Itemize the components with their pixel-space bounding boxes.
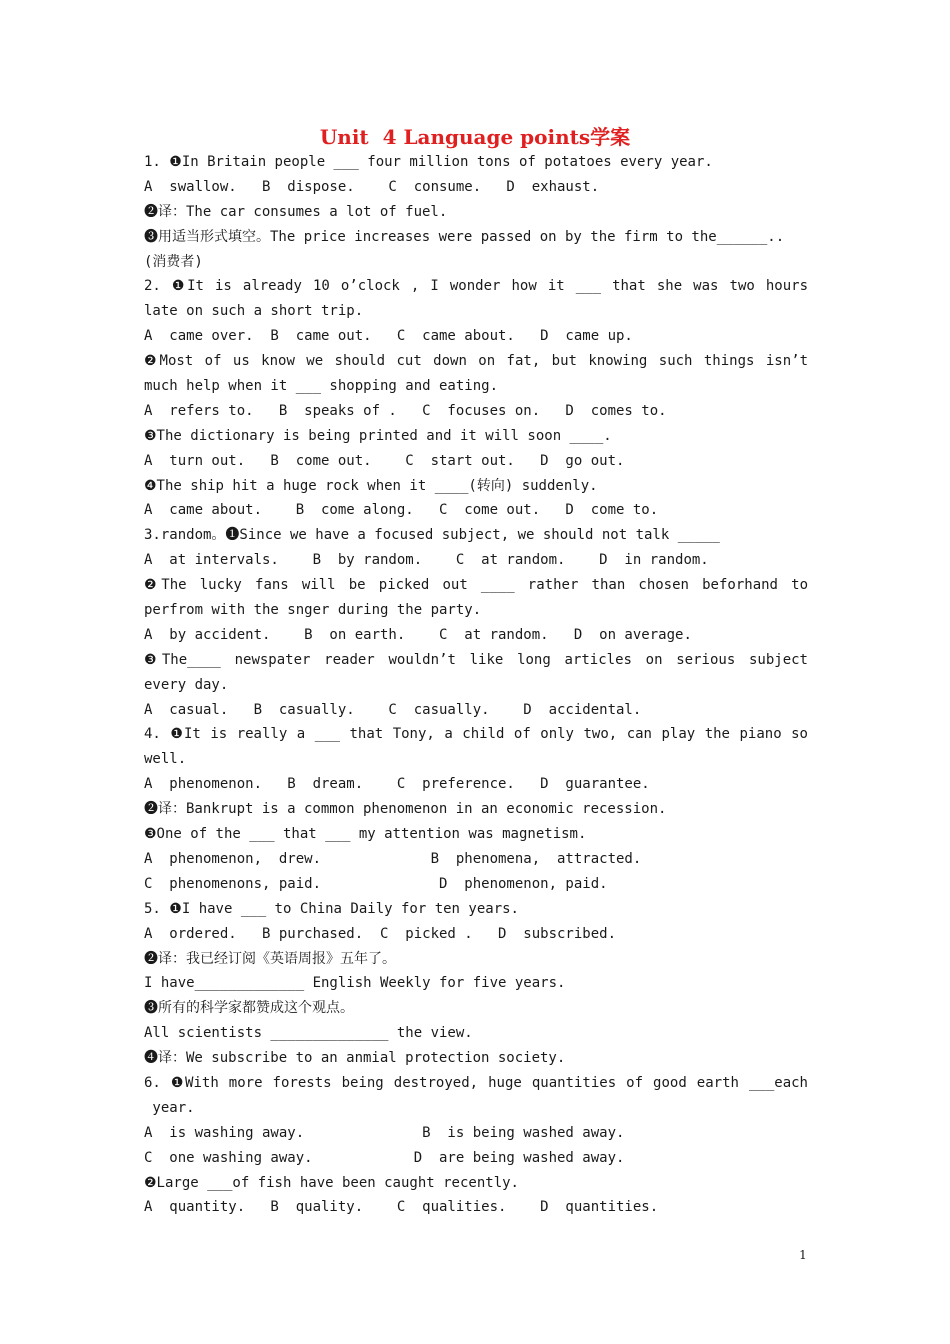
text-line: perfrom with the snger during the party. bbox=[144, 602, 482, 619]
text-line: A quantity. B quality. C qualities. D quantities. bbox=[144, 1199, 659, 1216]
text-line: C one washing away. D are being washed away. bbox=[144, 1149, 625, 1166]
document-body bbox=[144, 150, 808, 1220]
text-line: ❷译：The car consumes a lot of fuel. bbox=[144, 203, 448, 220]
text-line: ❸The____ newspater reader wouldn’t like long articles on serious subject bbox=[144, 651, 808, 668]
text-line: 4. ❶It is really a ___ that Tony, a child of only two, can play the piano so bbox=[144, 726, 808, 743]
text-line: A by accident. B on earth. C at random. D on average. bbox=[144, 626, 692, 643]
text-line: year. bbox=[144, 1099, 195, 1116]
text-line: I have_____________ English Weekly for five years. bbox=[144, 975, 566, 992]
text-line: A came about. B come along. C come out. D come to. bbox=[144, 502, 659, 519]
text-line: A phenomenon, drew. B phenomena, attracted. bbox=[144, 850, 642, 867]
page-title: Unit 4 Language points学案 bbox=[319, 125, 631, 149]
text-line: All scientists ______________ the view. bbox=[144, 1025, 473, 1042]
text-line: ❸用适当形式填空。The price increases were passed on by the firm to the______.. bbox=[144, 228, 785, 245]
text-line: A ordered. B purchased. C picked . D subscribed. bbox=[144, 925, 617, 942]
text-line: (消费者) bbox=[144, 253, 203, 270]
text-line: 6. ❶With more forests being destroyed, huge quantities of good earth ___each bbox=[144, 1074, 808, 1091]
text-line: ❹The ship hit a huge rock when it ____(转向) suddenly. bbox=[144, 477, 598, 494]
text-line: ❸所有的科学家都赞成这个观点。 bbox=[144, 1000, 354, 1017]
text-line: much help when it ___ shopping and eating. bbox=[144, 378, 499, 395]
text-line: 5. ❶I have ___ to China Daily for ten years. bbox=[144, 900, 519, 917]
text-line: ❷The lucky fans will be picked out ____ rather than chosen beforhand to bbox=[144, 577, 808, 594]
text-line: A casual. B casually. C casually. D accidental. bbox=[144, 701, 642, 718]
text-line: A is washing away. B is being washed away. bbox=[144, 1124, 625, 1141]
text-line: 3.random。❶Since we have a focused subject, we should not talk _____ bbox=[144, 527, 720, 544]
text-line: every day. bbox=[144, 676, 229, 693]
text-line: late on such a short trip. bbox=[144, 303, 364, 320]
text-line: 2. ❶It is already 10 o’clock , I wonder how it ___ that she was two hours bbox=[144, 278, 808, 295]
text-line: 1. ❶In Britain people ___ four million tons of potatoes every year. bbox=[144, 154, 713, 170]
text-line: ❹译：We subscribe to an anmial protection society. bbox=[144, 1050, 566, 1067]
text-line: ❷译：我已经订阅《英语周报》五年了。 bbox=[144, 950, 396, 967]
text-line: ❷译：Bankrupt is a common phenomenon in an economic recession. bbox=[144, 801, 667, 818]
text-line: ❸The dictionary is being printed and it will soon ____. bbox=[144, 427, 612, 444]
text-line: A at intervals. B by random. C at random. D in random. bbox=[144, 552, 709, 569]
text-line: A swallow. B dispose. C consume. D exhaust. bbox=[144, 178, 600, 195]
text-line: A came over. B came out. C came about. D came up. bbox=[144, 328, 633, 345]
text-line: A refers to. B speaks of . C focuses on. D comes to. bbox=[144, 402, 667, 419]
text-line: C phenomenons, paid. D phenomenon, paid. bbox=[144, 875, 608, 892]
text-line: A phenomenon. B dream. C preference. D guarantee. bbox=[144, 776, 650, 793]
text-line: ❷Most of us know we should cut down on fat, but knowing such things isn’t bbox=[144, 353, 808, 370]
text-line: ❸One of the ___ that ___ my attention was magnetism. bbox=[144, 826, 587, 843]
page-number: 1 bbox=[799, 1248, 807, 1262]
text-line: ❷Large ___of fish have been caught recently. bbox=[144, 1174, 519, 1191]
text-line: well. bbox=[144, 751, 187, 768]
text-line: A turn out. B come out. C start out. D go out. bbox=[144, 452, 625, 469]
